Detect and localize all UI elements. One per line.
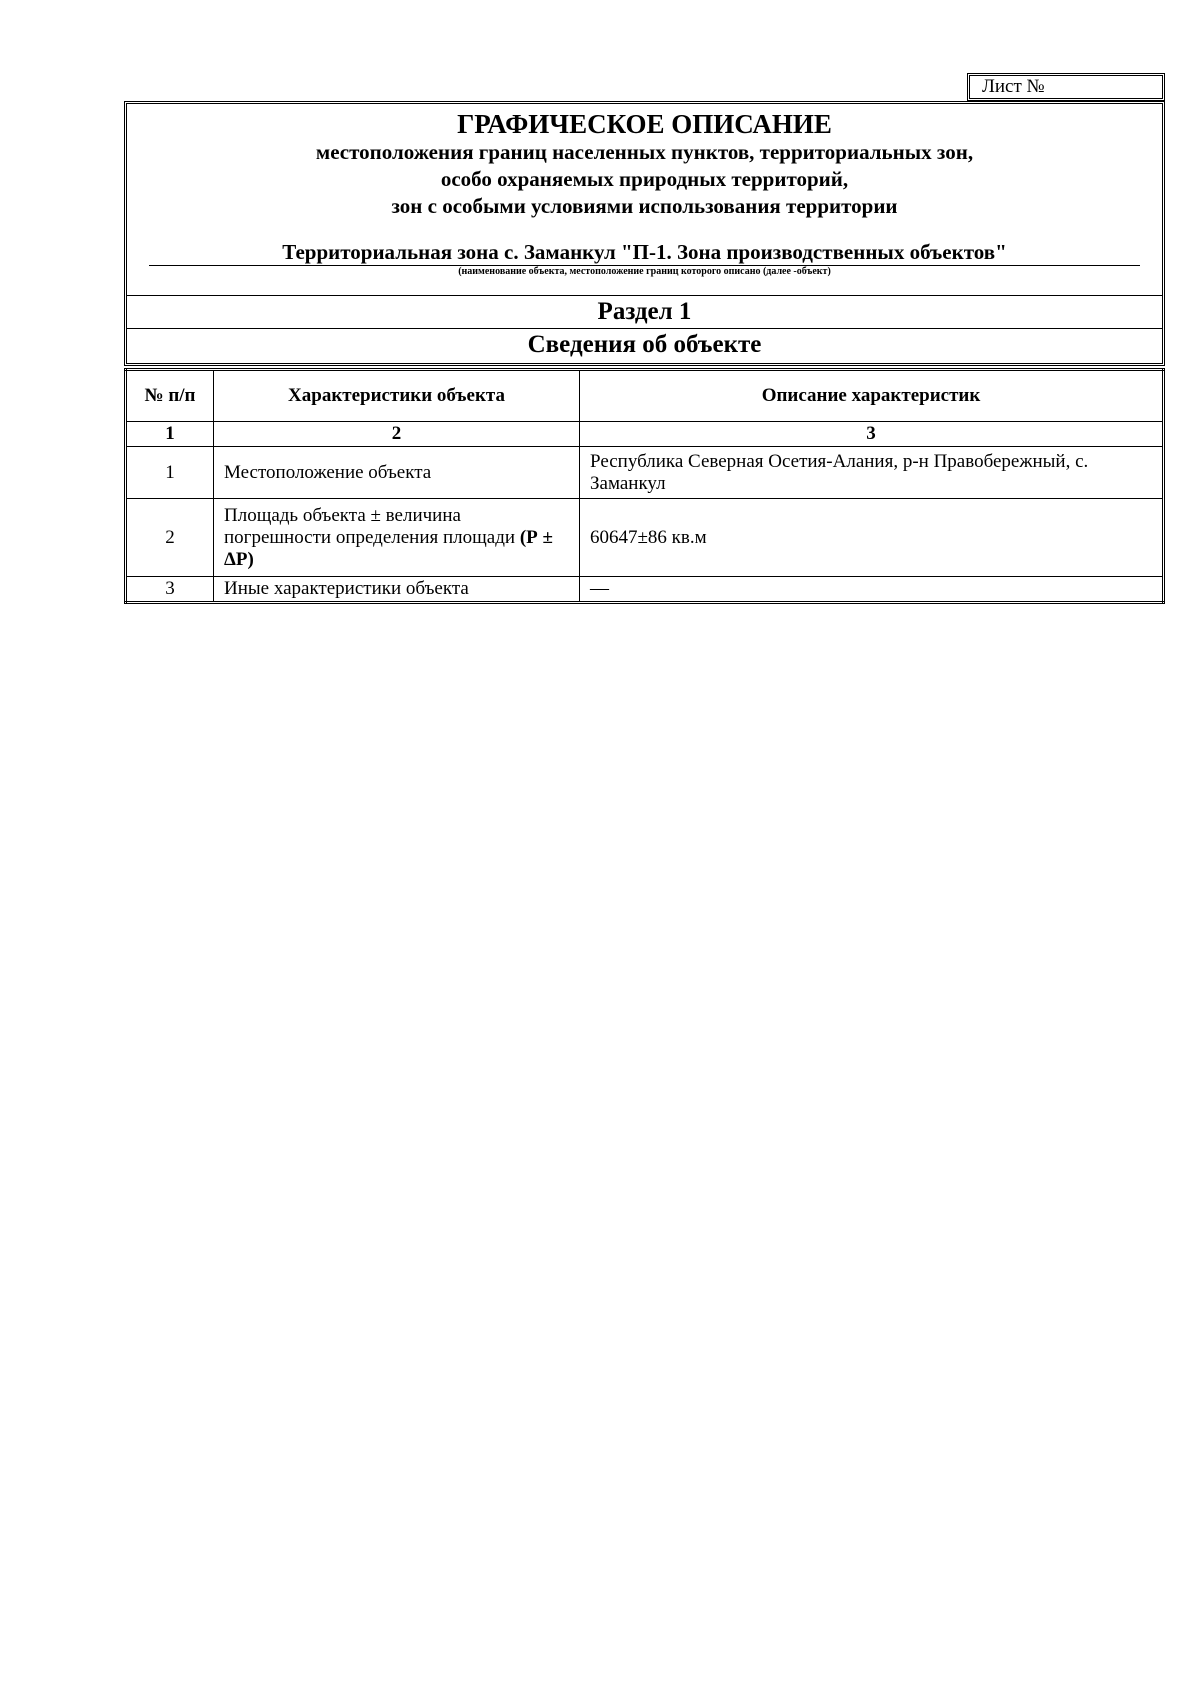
section-title: Сведения об объекте xyxy=(527,331,762,358)
column-number-1: 1 xyxy=(126,422,214,447)
sheet-number-box xyxy=(967,73,1165,101)
subtitle-line-2: особо охраняемых природных территорий, xyxy=(440,167,849,191)
table-row xyxy=(126,499,1164,577)
row-description: Республика Северная Осетия-Алания, р-н Правобережный, с. Заманкул xyxy=(580,447,1164,499)
table-header-row xyxy=(126,370,1164,422)
row-characteristic-cell xyxy=(214,499,580,577)
table-row xyxy=(126,447,1164,499)
subtitle-line-1: местоположения границ населенных пунктов, территориальных зон, xyxy=(315,140,974,164)
header-description: Описание характеристик xyxy=(580,370,1164,422)
header-main xyxy=(127,104,1162,296)
header-number: № п/п xyxy=(126,370,214,422)
row-description: 60647±86 кв.м xyxy=(580,499,1164,577)
area-formula: (Р ± ΔР) xyxy=(224,526,553,570)
row-number: 3 xyxy=(126,577,214,603)
column-number-3: 3 xyxy=(580,422,1164,447)
column-number-row xyxy=(126,422,1164,447)
document-header xyxy=(124,101,1165,366)
column-number-2: 2 xyxy=(214,422,580,447)
header-characteristic: Характеристики объекта xyxy=(214,370,580,422)
object-caption: (наименование объекта, местоположение границ которого описано (далее -объект) xyxy=(458,266,831,277)
row-number: 1 xyxy=(126,447,214,499)
section-number: Раздел 1 xyxy=(127,296,1162,329)
sheet-label: Лист № xyxy=(982,76,1045,97)
subtitle-line-3: зон с особыми условиями использования территории xyxy=(391,194,898,218)
row-characteristic: Местоположение объекта xyxy=(214,447,580,499)
row-number: 2 xyxy=(126,499,214,577)
row-characteristic: Площадь объекта ± величина погрешности определения площади xyxy=(224,504,516,548)
row-characteristic: Иные характеристики объекта xyxy=(214,577,580,603)
document-title: ГРАФИЧЕСКОЕ ОПИСАНИЕ xyxy=(457,109,832,139)
table-row xyxy=(126,577,1164,603)
object-info-table xyxy=(124,368,1165,604)
object-name: Территориальная зона с. Заманкул "П-1. Зона производственных объектов" xyxy=(149,240,1140,266)
row-description: — xyxy=(580,577,1164,603)
